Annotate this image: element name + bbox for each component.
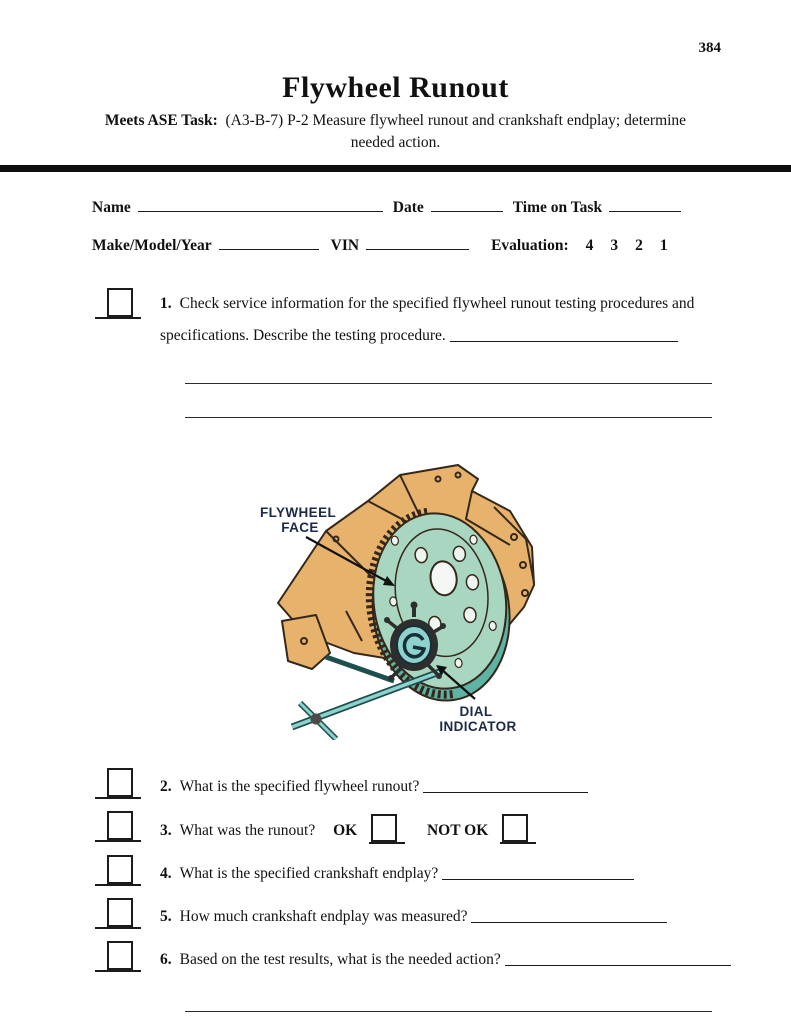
flywheel-diagram (242, 435, 562, 740)
question-1-checkbox[interactable] (95, 288, 141, 319)
question-4-answer-blank[interactable] (442, 866, 634, 880)
question-2-checkbox[interactable] (95, 768, 141, 799)
question-1-text: Check service information for the specified flywheel runout testing procedures and specifications. Describe the testing procedure. (160, 295, 695, 344)
make-model-year-field[interactable] (219, 236, 319, 250)
time-on-task-label: Time on Task (512, 199, 603, 216)
question-3-checkbox[interactable] (95, 811, 141, 842)
answer-line[interactable] (185, 383, 712, 384)
page-title: Flywheel Runout (282, 71, 509, 104)
question-6-checkbox[interactable] (95, 941, 141, 972)
ase-task-text: (A3-B-7) P-2 Measure flywheel runout and crankshaft endplay; determine (225, 112, 687, 129)
vin-field[interactable] (366, 236, 469, 250)
vin-label: VIN (330, 237, 360, 254)
header-divider (0, 165, 791, 172)
question-6-answer-blank[interactable] (505, 952, 731, 966)
question-4-checkbox[interactable] (95, 855, 141, 886)
not-ok-checkbox[interactable] (500, 814, 536, 844)
ase-task-line2: needed action. (350, 134, 441, 151)
question-3-text: What was the runout? (179, 822, 316, 839)
evaluation-score-3[interactable]: 3 (610, 237, 619, 254)
answer-line[interactable] (185, 1011, 712, 1012)
ok-checkbox[interactable] (369, 814, 405, 844)
question-2-text: What is the specified flywheel runout? (179, 778, 420, 795)
page-number: 384 (698, 40, 721, 56)
evaluation-label: Evaluation: (491, 237, 569, 254)
time-on-task-field[interactable] (609, 198, 681, 212)
date-field[interactable] (431, 198, 503, 212)
ase-task-statement (0, 110, 791, 154)
answer-line[interactable] (185, 417, 712, 418)
question-4-text: What is the specified crankshaft endplay? (179, 865, 439, 882)
date-label: Date (392, 199, 424, 216)
ase-task-label: Meets ASE Task: (104, 112, 218, 129)
question-5-answer-blank[interactable] (471, 909, 667, 923)
question-3 (92, 814, 711, 846)
ok-label: OK (333, 822, 358, 839)
question-4-number: 4. (160, 865, 172, 882)
name-label: Name (92, 199, 131, 216)
question-6-text: Based on the test results, what is the needed action? (179, 951, 501, 968)
vehicle-row (92, 236, 711, 255)
flywheel-illustration (242, 435, 562, 745)
not-ok-label: NOT OK (426, 822, 489, 839)
question-2-number: 2. (160, 778, 172, 795)
evaluation-score-1[interactable]: 1 (659, 237, 668, 254)
ase-task-line1 (0, 110, 791, 132)
make-model-year-label: Make/Model/Year (92, 237, 212, 254)
question-6-number: 6. (160, 951, 172, 968)
question-4 (92, 858, 711, 889)
question-5-number: 5. (160, 908, 172, 925)
question-5-text: How much crankshaft endplay was measured? (179, 908, 468, 925)
question-1-answer-blank[interactable] (450, 328, 678, 342)
evaluation-score-2[interactable]: 2 (635, 237, 643, 254)
flywheel-face-label: FLYWHEEL FACE (259, 505, 336, 535)
question-5 (92, 901, 711, 932)
dial-indicator-label: DIAL INDICATOR (438, 704, 517, 734)
name-field[interactable] (138, 198, 383, 212)
question-3-number: 3. (160, 822, 172, 839)
question-2 (92, 771, 711, 802)
question-2-answer-blank[interactable] (423, 779, 588, 793)
identification-row (92, 198, 711, 217)
question-1-number: 1. (160, 295, 172, 312)
evaluation-score-4[interactable]: 4 (585, 237, 594, 254)
question-5-checkbox[interactable] (95, 898, 141, 929)
question-1 (92, 288, 711, 352)
question-6 (92, 944, 711, 975)
